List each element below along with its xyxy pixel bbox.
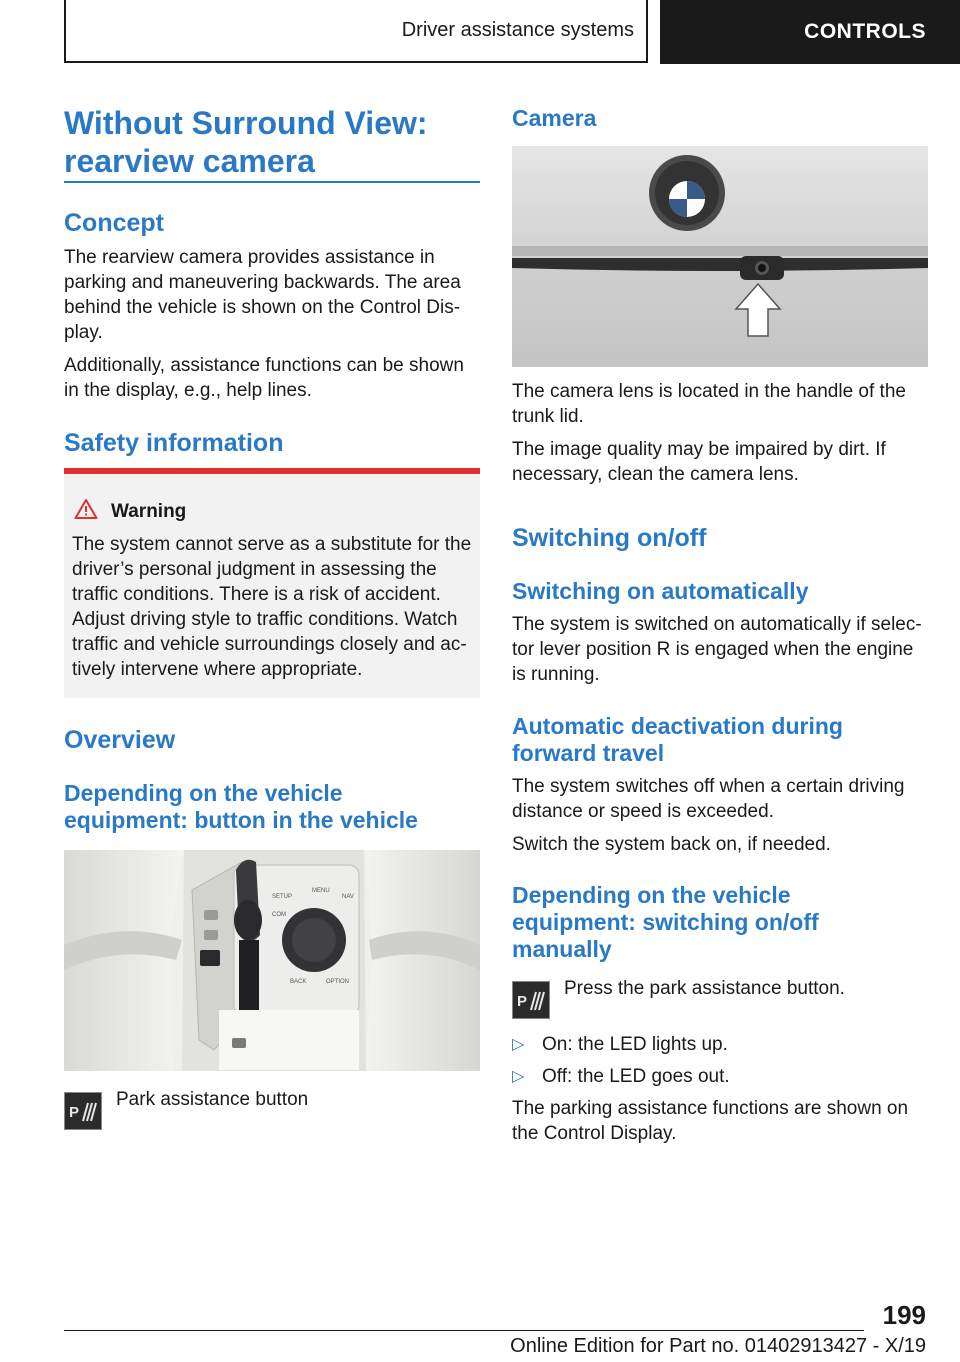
warning-line: tively intervene where appropriate. bbox=[72, 659, 363, 680]
overview-heading: Overview bbox=[64, 726, 176, 754]
camera-p2-line: The image quality may be impaired by dirt. If bbox=[512, 439, 886, 460]
camera-paragraph-2 bbox=[512, 437, 932, 487]
page-title-line1: Without Surround View: bbox=[64, 105, 428, 141]
button-heading-line2: equipment: button in the vehicle bbox=[64, 807, 418, 833]
camera-photo bbox=[512, 146, 928, 367]
manual-heading-line1: Depending on the vehicle bbox=[512, 882, 791, 908]
park-assist-glyph bbox=[68, 1097, 98, 1125]
park-button-caption: Park assistance button bbox=[116, 1089, 309, 1110]
concept-paragraph-2 bbox=[64, 353, 484, 403]
warning-box bbox=[64, 468, 480, 698]
closing-line: the Control Display. bbox=[512, 1123, 677, 1144]
warning-line: Adjust driving style to traffic conditions. Watch bbox=[72, 609, 458, 630]
footer-divider bbox=[64, 1330, 864, 1331]
svg-text:P: P bbox=[517, 993, 528, 1010]
console-label-setup: SETUP bbox=[272, 894, 293, 900]
concept-p1-line: play. bbox=[64, 322, 103, 343]
auto-on-text bbox=[512, 612, 942, 687]
page-title bbox=[64, 104, 480, 180]
button-heading bbox=[64, 780, 484, 834]
warning-triangle-icon bbox=[74, 498, 98, 520]
console-label-nav: NAV bbox=[342, 894, 354, 900]
manual-heading-line3: manually bbox=[512, 936, 612, 962]
header-chapter-title: CONTROLS bbox=[804, 20, 926, 43]
warning-text bbox=[72, 532, 482, 682]
auto-off-line: The system switches off when a certain driving bbox=[512, 776, 905, 797]
auto-on-line: The system is switched on automatically if selec- bbox=[512, 614, 922, 635]
header-chapter bbox=[660, 0, 960, 64]
bullet-text: On: the LED lights up. bbox=[542, 1034, 728, 1055]
concept-p2-line: in the display, e.g., help lines. bbox=[64, 380, 312, 401]
bullet-triangle-icon: ▷ bbox=[512, 1068, 525, 1085]
bullet-text: Off: the LED goes out. bbox=[542, 1066, 730, 1087]
camera-paragraph-1 bbox=[512, 379, 932, 429]
warning-line: driver’s personal judgment in assessing the bbox=[72, 559, 437, 580]
auto-on-line: tor lever position R is engaged when the engine bbox=[512, 639, 914, 660]
header-section bbox=[64, 0, 648, 63]
console-label-com: COM bbox=[272, 912, 286, 918]
concept-heading: Concept bbox=[64, 209, 164, 237]
auto-off-paragraph-1 bbox=[512, 774, 932, 824]
auto-off-heading-line1: Automatic deactivation during bbox=[512, 713, 843, 739]
button-heading-line1: Depending on the vehicle bbox=[64, 780, 343, 806]
manual-instruction: Press the park assistance button. bbox=[564, 978, 845, 999]
title-divider bbox=[64, 181, 480, 183]
center-console-photo bbox=[64, 850, 480, 1071]
auto-off-heading bbox=[512, 713, 932, 767]
auto-on-line: is running. bbox=[512, 664, 600, 685]
warning-label: Warning bbox=[111, 501, 187, 522]
center-console-illustration bbox=[64, 850, 480, 1071]
camera-heading: Camera bbox=[512, 105, 597, 131]
warning-line: traffic conditions. There is a risk of accident. bbox=[72, 584, 441, 605]
manual-heading bbox=[512, 882, 932, 963]
switching-heading: Switching on/off bbox=[512, 524, 707, 552]
concept-p1-line: behind the vehicle is shown on the Control Dis- bbox=[64, 297, 461, 318]
concept-p1-line: The rearview camera provides assistance in bbox=[64, 247, 435, 268]
park-assist-icon bbox=[64, 1092, 102, 1130]
console-label-back: BACK bbox=[290, 979, 307, 985]
camera-p1-line: The camera lens is located in the handle of the bbox=[512, 381, 906, 402]
page-number: 199 bbox=[882, 1300, 926, 1330]
svg-text:P: P bbox=[69, 1104, 80, 1121]
auto-off-paragraph-2: Switch the system back on, if needed. bbox=[512, 834, 831, 855]
console-label-option: OPTION bbox=[326, 979, 350, 985]
concept-p2-line: Additionally, assistance functions can be shown bbox=[64, 355, 464, 376]
camera-p1-line: trunk lid. bbox=[512, 406, 584, 427]
camera-p2-line: necessary, clean the camera lens. bbox=[512, 464, 799, 485]
auto-off-line: distance or speed is exceeded. bbox=[512, 801, 774, 822]
park-assist-glyph bbox=[516, 986, 546, 1014]
warning-line: The system cannot serve as a substitute for the bbox=[72, 534, 472, 555]
edition-note: Online Edition for Part no. 01402913427 - X/19 bbox=[510, 1335, 926, 1357]
closing-paragraph bbox=[512, 1096, 932, 1146]
concept-p1-line: parking and maneuvering backwards. The area bbox=[64, 272, 461, 293]
concept-paragraph-1 bbox=[64, 245, 484, 345]
auto-on-heading: Switching on automatically bbox=[512, 578, 809, 604]
closing-line: The parking assistance functions are shown on bbox=[512, 1098, 909, 1119]
trunk-camera-illustration bbox=[512, 146, 928, 367]
safety-heading: Safety information bbox=[64, 429, 284, 457]
console-label-menu: MENU bbox=[312, 888, 330, 894]
bullet-triangle-icon: ▷ bbox=[512, 1036, 525, 1053]
page-title-line2: rearview camera bbox=[64, 143, 315, 179]
header-section-title: Driver assistance systems bbox=[401, 19, 634, 41]
park-assist-icon bbox=[512, 981, 550, 1019]
warning-line: traffic and vehicle surroundings closely and ac- bbox=[72, 634, 467, 655]
manual-heading-line2: equipment: switching on/off bbox=[512, 909, 819, 935]
auto-off-heading-line2: forward travel bbox=[512, 740, 665, 766]
